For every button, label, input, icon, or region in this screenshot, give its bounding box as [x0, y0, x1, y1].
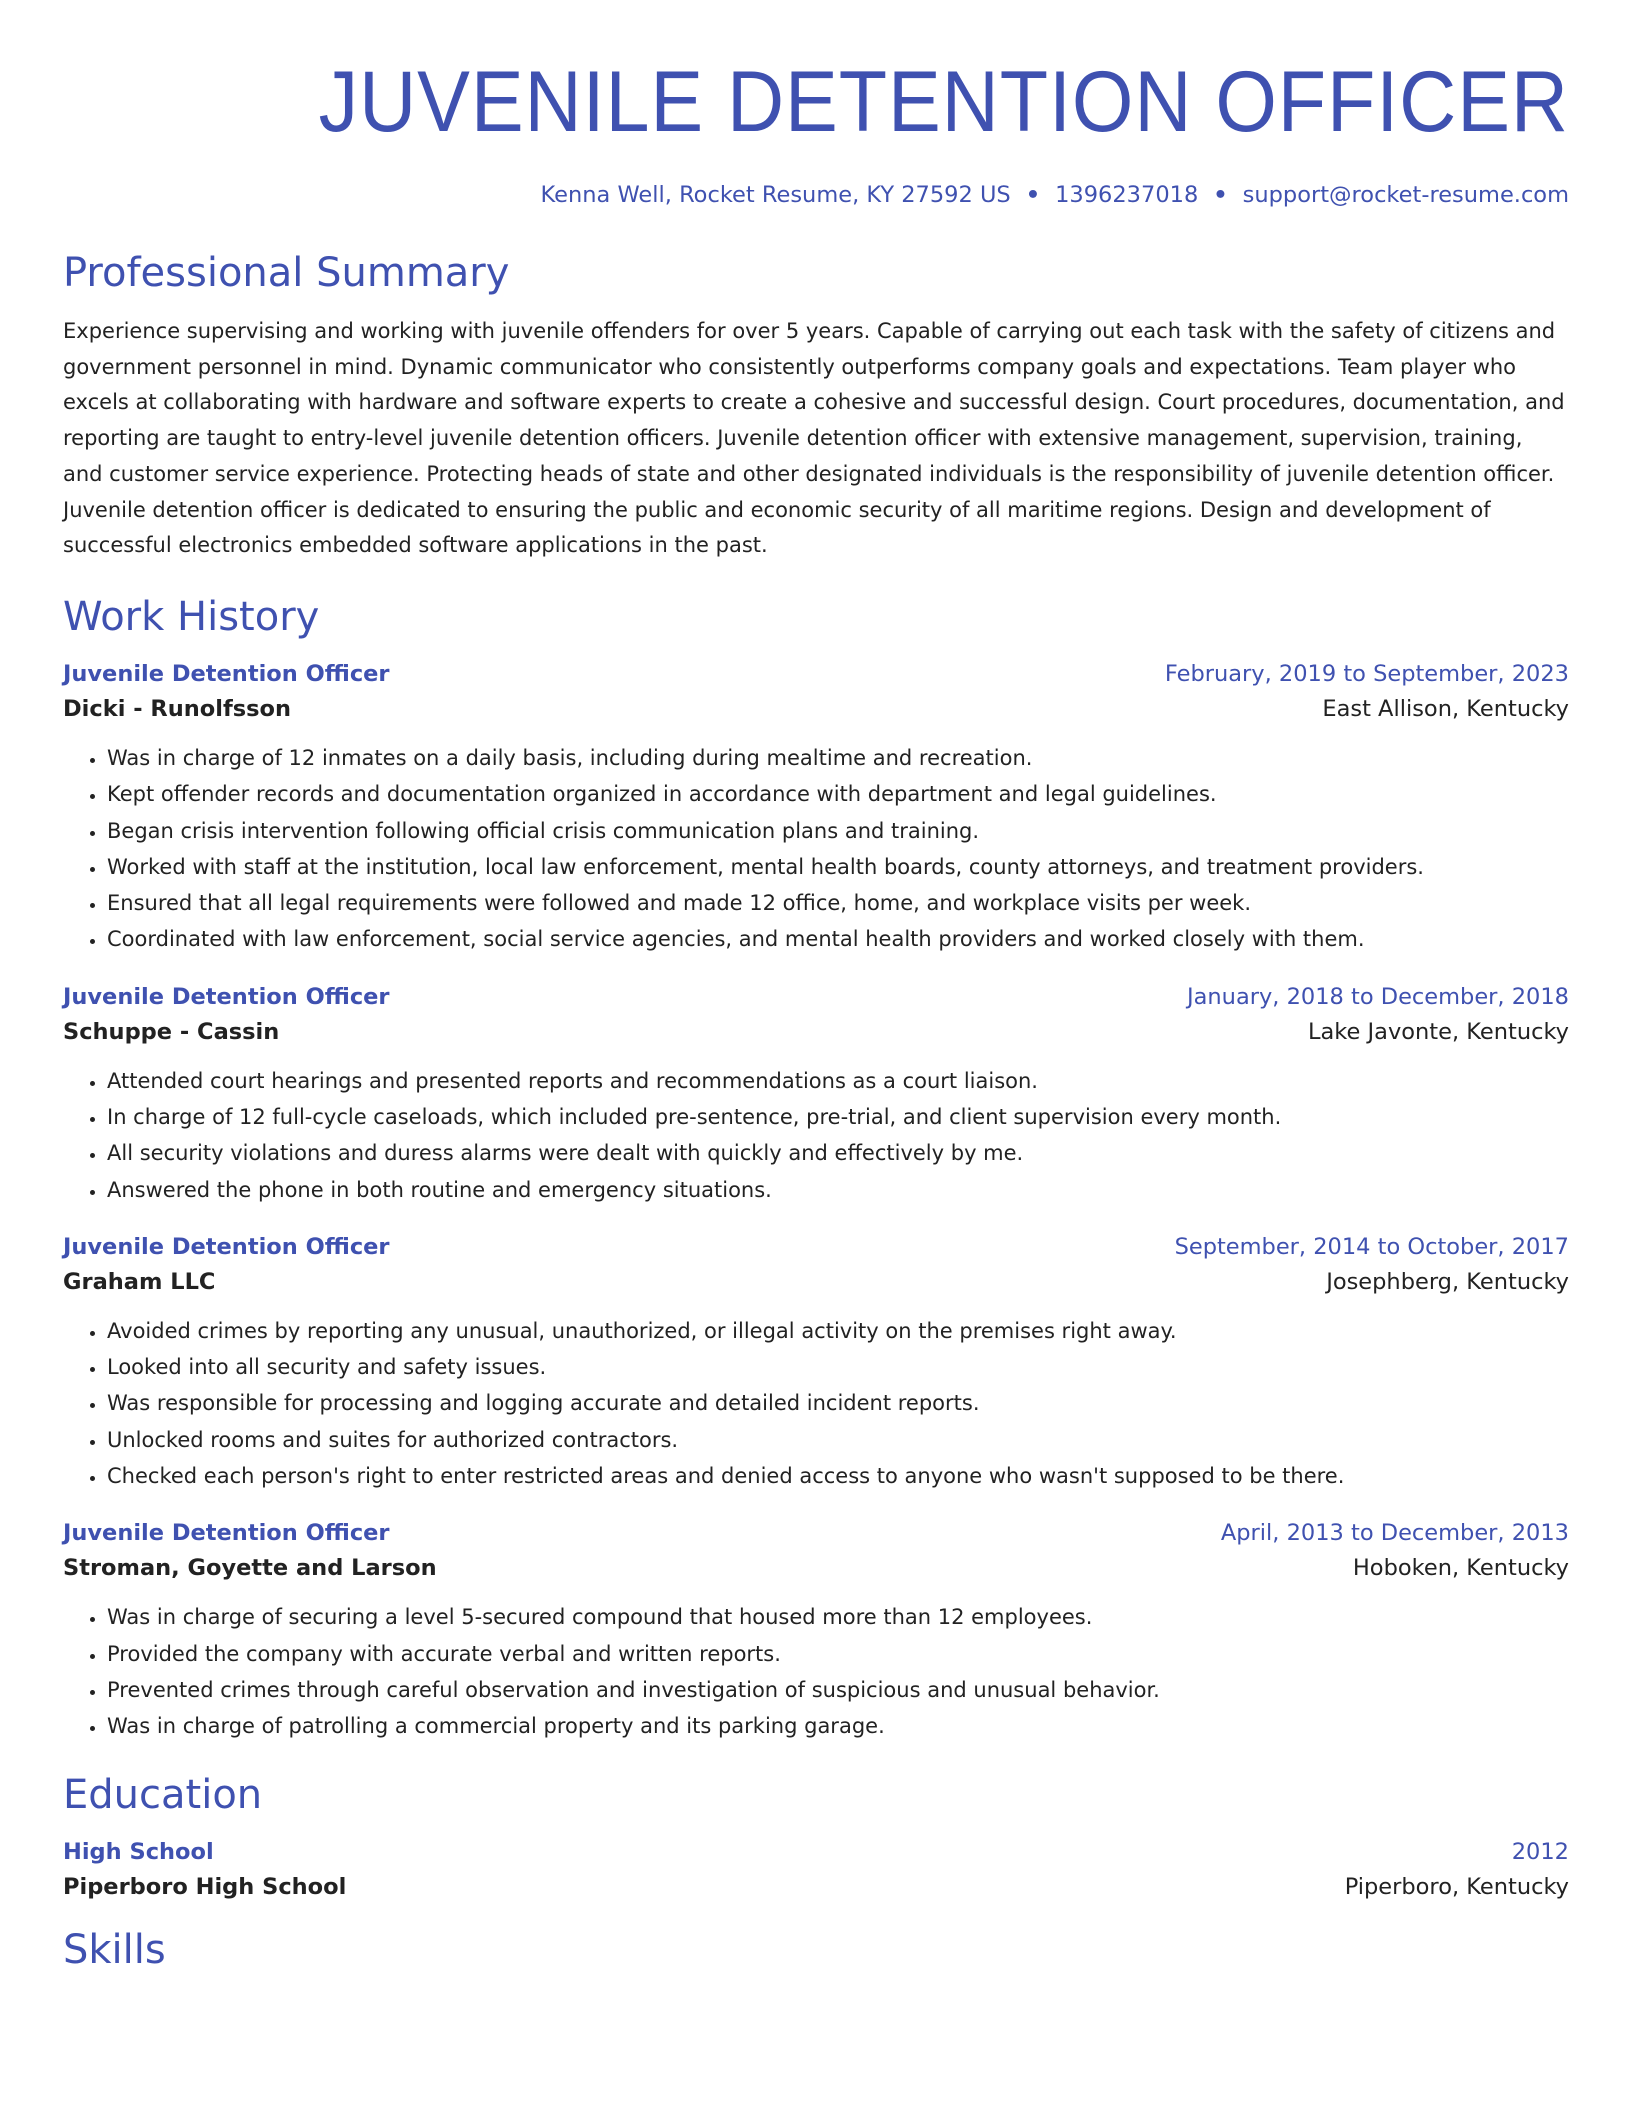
job-bullets: [63, 1313, 1569, 1494]
summary-line: reporting are taught to entry-level juvenile detention officers. Juvenile detention officer with extensive management, supervision, training,: [63, 426, 1523, 451]
summary-heading: Professional Summary: [63, 250, 510, 296]
job-title: Juvenile Detention Officer: [63, 660, 390, 687]
education-school: Piperboro High School: [63, 1873, 347, 1900]
list-item: • Kept offender records and documentation organized in accordance with department and legal guidelines.: [107, 776, 1569, 812]
list-item: • Was in charge of 12 inmates on a daily basis, including during mealtime and recreation.: [107, 740, 1569, 776]
job-dates: April, 2013 to December, 2013: [1220, 1520, 1569, 1547]
contact-phone: 1396237018: [1055, 182, 1199, 208]
skills-heading: Skills: [63, 1926, 166, 1973]
job-company: Dicki - Runolfsson: [63, 695, 291, 722]
list-item: • Prevented crimes through careful observation and investigation of suspicious and unusual behavior.: [107, 1672, 1569, 1708]
education-location: Piperboro, Kentucky: [1344, 1873, 1569, 1900]
job-bullets: [63, 1063, 1569, 1208]
summary-line: excels at collaborating with hardware and software experts to create a cohesive and successful design. Court procedures, documentation, and: [63, 390, 1565, 415]
education-heading: Education: [63, 1771, 263, 1818]
page-title: JUVENILE DETENTION OFFICER: [318, 54, 1570, 150]
job-bullets: [63, 740, 1569, 958]
list-item: • In charge of 12 full-cycle caseloads, which included pre-sentence, pre-trial, and client supervision every month.: [107, 1099, 1569, 1135]
job-dates: January, 2018 to December, 2018: [1187, 983, 1569, 1010]
list-item: • Was in charge of securing a level 5-secured compound that housed more than 12 employees.: [107, 1599, 1569, 1635]
summary-section: [63, 250, 1569, 564]
list-item: • Worked with staff at the institution, local law enforcement, mental health boards, county attorneys, and treatment providers.: [107, 849, 1569, 885]
separator-dot: •: [1213, 182, 1228, 208]
list-item: • Provided the company with accurate verbal and written reports.: [107, 1636, 1569, 1672]
education-section: [63, 1771, 1569, 1900]
summary-line: Juvenile detention officer is dedicated to ensuring the public and economic security of all maritime regions. Design and development of: [63, 497, 1491, 522]
separator-dot: •: [1025, 182, 1041, 208]
job-location: Josephberg, Kentucky: [1326, 1268, 1569, 1295]
job-entry: [63, 661, 1569, 958]
list-item: • Unlocked rooms and suites for authorized contractors.: [107, 1422, 1569, 1458]
list-item: • Was responsible for processing and logging accurate and detailed incident reports.: [107, 1385, 1569, 1421]
work-history-section: [63, 593, 1569, 1745]
education-degree: High School: [63, 1838, 214, 1865]
education-year: 2012: [1511, 1838, 1569, 1865]
job-title: Juvenile Detention Officer: [63, 1520, 390, 1547]
summary-line: successful electronics embedded software applications in the past.: [63, 533, 768, 558]
job-dates: September, 2014 to October, 2017: [1174, 1233, 1569, 1260]
contact-address: Kenna Well, Rocket Resume, KY 27592 US: [540, 182, 1011, 208]
list-item: • Was in charge of patrolling a commercial property and its parking garage.: [107, 1708, 1569, 1744]
list-item: • Ensured that all legal requirements were followed and made 12 office, home, and workplace visits per week.: [107, 885, 1569, 921]
job-company: Graham LLC: [63, 1268, 216, 1295]
job-title: Juvenile Detention Officer: [63, 983, 390, 1010]
job-location: Lake Javonte, Kentucky: [1307, 1018, 1569, 1045]
job-company: Stroman, Goyette and Larson: [63, 1555, 437, 1582]
work-history-heading: Work History: [63, 593, 320, 640]
summary-line: government personnel in mind. Dynamic communicator who consistently outperforms company goals and expectations. Team player who: [63, 354, 1517, 379]
job-entry: [63, 984, 1569, 1208]
job-dates: February, 2019 to September, 2023: [1164, 660, 1569, 687]
summary-line: Experience supervising and working with juvenile offenders for over 5 years. Capable of carrying out each task with the safety of citizens and: [63, 319, 1556, 343]
contact-line: [63, 182, 1569, 208]
contact-email: support@rocket-resume.com: [1242, 182, 1569, 208]
summary-text: [63, 314, 1569, 564]
job-company: Schuppe - Cassin: [63, 1018, 280, 1045]
job-location: Hoboken, Kentucky: [1352, 1555, 1569, 1582]
list-item: • Avoided crimes by reporting any unusual, unauthorized, or illegal activity on the premises right away.: [107, 1313, 1569, 1349]
list-item: • Coordinated with law enforcement, social service agencies, and mental health providers and worked closely with them.: [107, 921, 1569, 957]
job-bullets: [63, 1599, 1569, 1744]
list-item: • All security violations and duress alarms were dealt with quickly and effectively by me.: [107, 1135, 1569, 1171]
list-item: • Began crisis intervention following official crisis communication plans and training.: [107, 813, 1569, 849]
skills-section: [63, 1926, 1569, 1973]
job-title: Juvenile Detention Officer: [63, 1233, 390, 1260]
job-entry: [63, 1234, 1569, 1494]
list-item: • Checked each person's right to enter restricted areas and denied access to anyone who wasn't supposed to be there.: [107, 1458, 1569, 1494]
job-entry: [63, 1520, 1569, 1744]
list-item: • Looked into all security and safety issues.: [107, 1349, 1569, 1385]
list-item: • Attended court hearings and presented reports and recommendations as a court liaison.: [107, 1063, 1569, 1099]
job-location: East Allison, Kentucky: [1322, 695, 1569, 722]
summary-line: and customer service experience. Protecting heads of state and other designated individuals is the responsibility of juvenile detention officer.: [63, 461, 1555, 486]
list-item: • Answered the phone in both routine and emergency situations.: [107, 1172, 1569, 1208]
